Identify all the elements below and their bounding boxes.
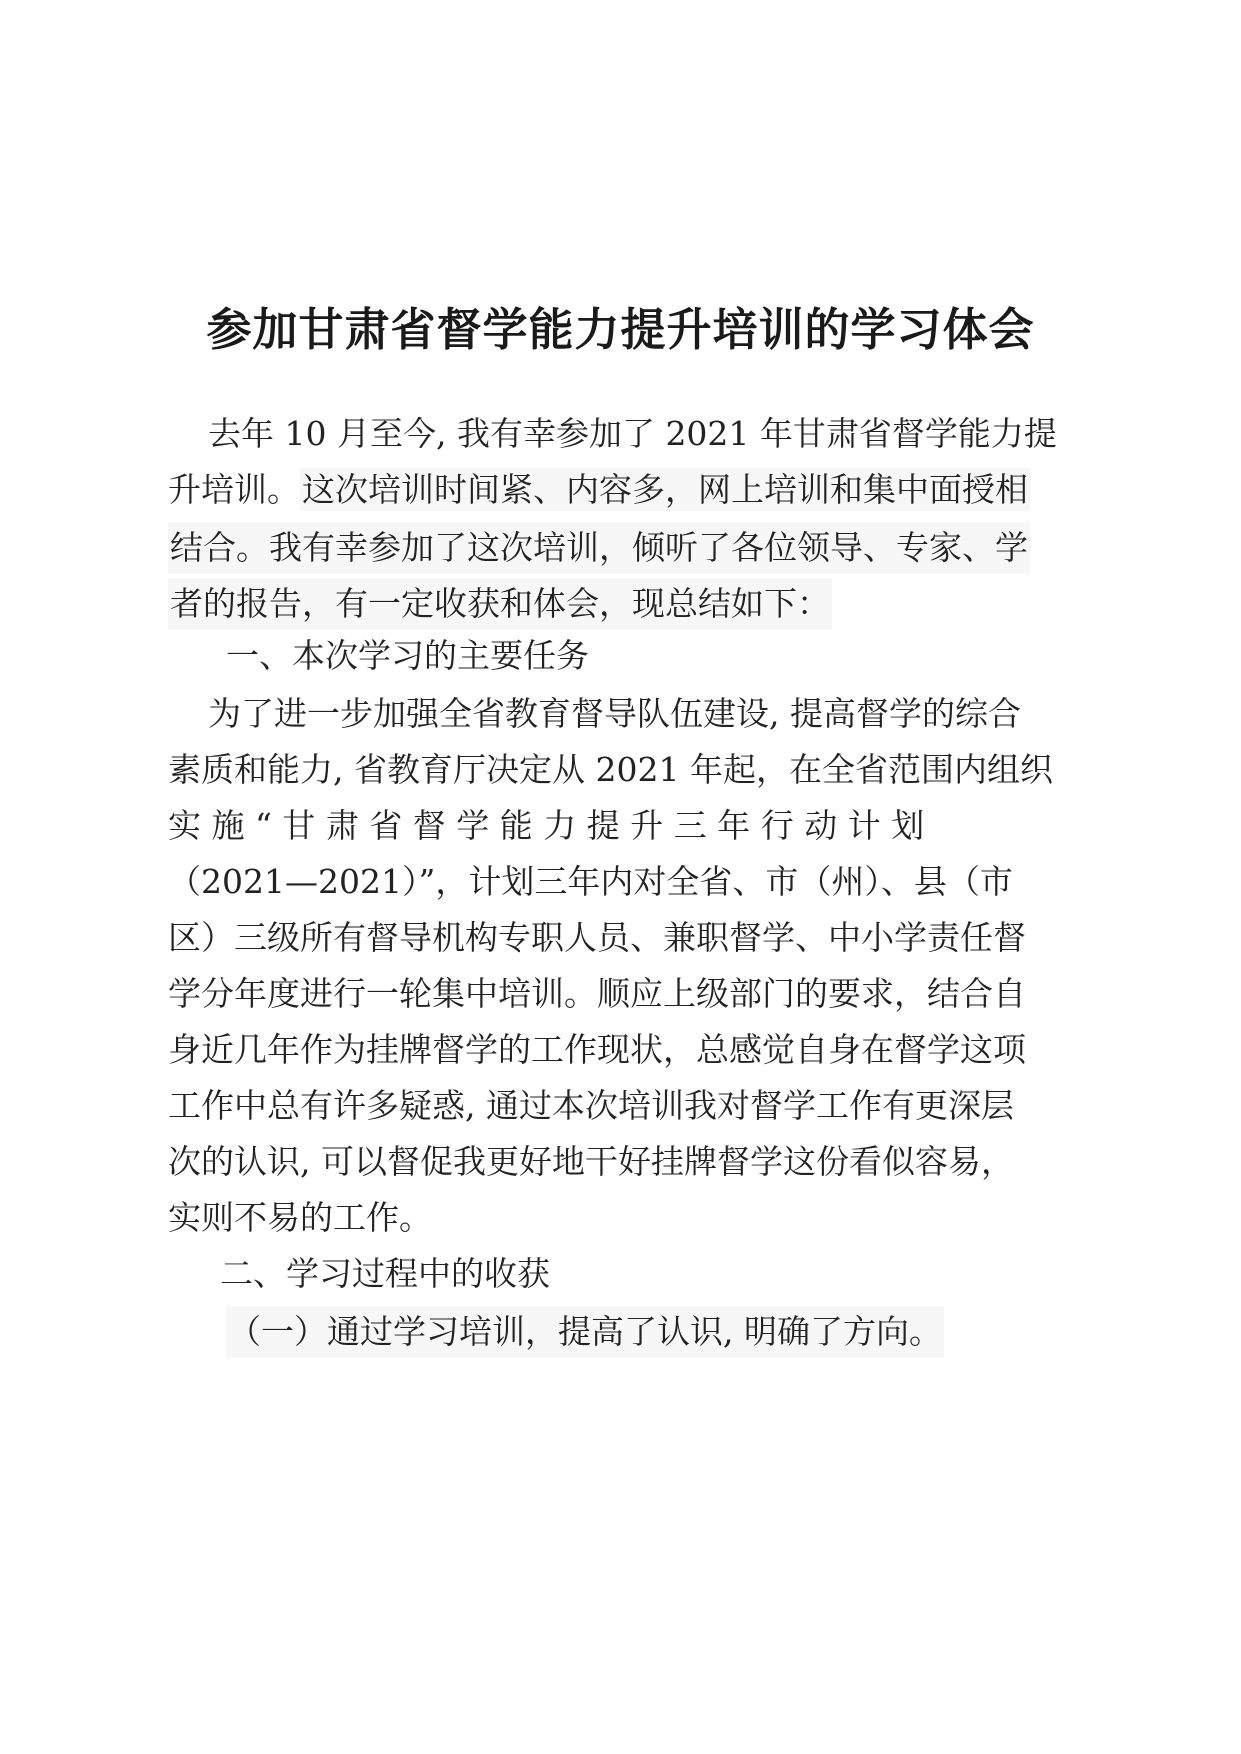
paragraph-line: 者的报告，有一定收获和体会，现总结如下： bbox=[168, 578, 832, 630]
section-heading: 一、本次学习的主要任务 bbox=[226, 636, 589, 675]
document-title: 参加甘肃省督学能力提升培训的学习体会 bbox=[206, 303, 1035, 356]
paragraph-fragment: 升培训。 bbox=[168, 470, 300, 509]
paragraph-line: 实 施 “ 甘 肃 省 督 学 能 力 提 升 三 年 行 动 计 划 bbox=[168, 806, 925, 845]
paragraph-line: 学分年度进行一轮集中培训。顺应上级部门的要求，结合自 bbox=[168, 974, 1026, 1013]
paragraph-line: 去年 10 月至今, 我有幸参加了 2021 年甘肃省督学能力提 bbox=[208, 414, 1057, 453]
section-heading: 二、学习过程中的收获 bbox=[220, 1254, 550, 1293]
paragraph-line: 区）三级所有督导机构专职人员、兼职督学、中小学责任督 bbox=[168, 918, 1026, 957]
paragraph-line: 结合。我有幸参加了这次培训，倾听了各位领导、专家、学 bbox=[168, 522, 1030, 574]
paragraph-line bbox=[168, 466, 1030, 514]
highlighted-text: 这次培训时间紧、内容多，网上培训和集中面授相 bbox=[302, 470, 1028, 509]
paragraph-line: 身近几年作为挂牌督学的工作现状，总感觉自身在督学这项 bbox=[168, 1030, 1026, 1069]
paragraph-line: 为了进一步加强全省教育督导队伍建设, 提高督学的综合 bbox=[208, 694, 1021, 733]
paragraph-line: 工作中总有许多疑惑, 通过本次培训我对督学工作有更深层 bbox=[168, 1086, 1014, 1125]
paragraph-line: 素质和能力, 省教育厅决定从 2021 年起，在全省范围内组织 bbox=[168, 750, 1053, 789]
paragraph-line: 次的认识, 可以督促我更好地干好挂牌督学这份看似容易， bbox=[168, 1142, 1014, 1181]
subsection-heading: （一）通过学习培训，提高了认识, 明确了方向。 bbox=[226, 1306, 944, 1358]
paragraph-line: 实则不易的工作。 bbox=[168, 1198, 432, 1237]
paragraph-line: （2021—2021）”，计划三年内对全省、市（州）、县（市 bbox=[168, 862, 1013, 901]
